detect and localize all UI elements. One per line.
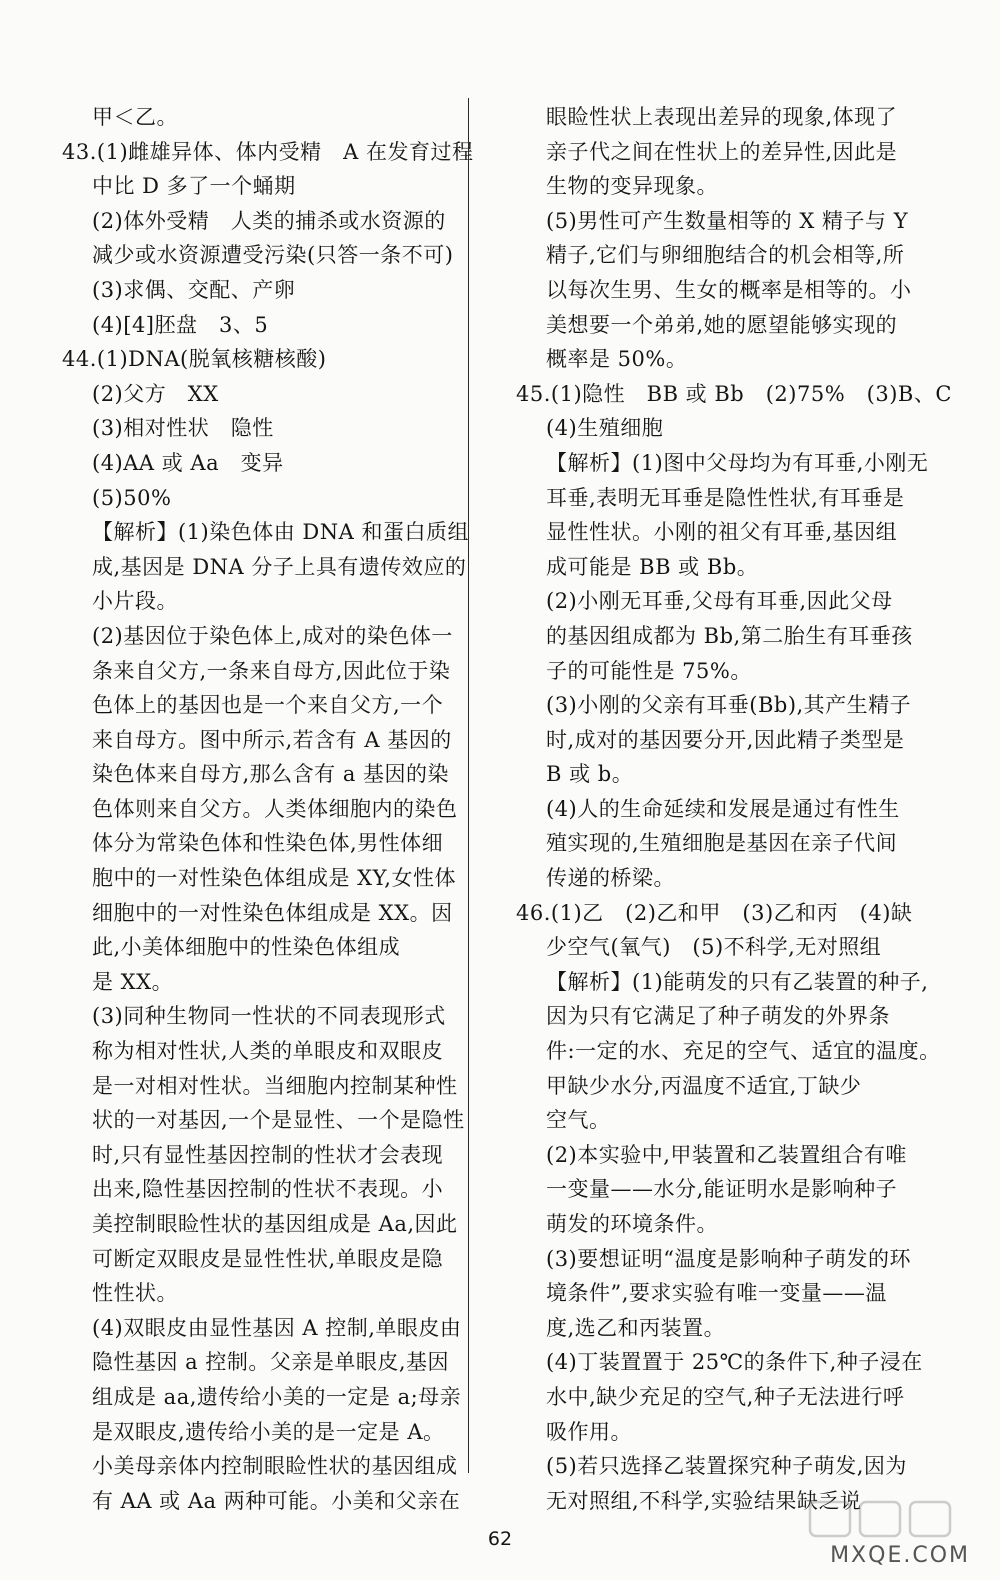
right-column-line: 美想要一个弟弟,她的愿望能够实现的: [546, 312, 898, 337]
left-column-line: (3)相对性状 隐性: [92, 416, 274, 441]
right-column-line: (4)丁装置置于 25℃的条件下,种子浸在: [546, 1350, 923, 1375]
right-column-line: 成可能是 BB 或 Bb。: [546, 554, 759, 579]
right-column-line: 以每次生男、生女的概率是相等的。小: [546, 277, 912, 302]
right-column-line: B 或 b。: [546, 762, 634, 787]
right-column-line: 一变量——水分,能证明水是影响种子: [546, 1177, 898, 1202]
left-column-line: (4)[4]胚盘 3、5: [92, 312, 269, 337]
right-column-line: 【解析】(1)图中父母均为有耳垂,小刚无: [546, 450, 929, 475]
left-column-line: 中比 D 多了一个蛹期: [92, 174, 296, 199]
left-column-line: 状的一对基因,一个是显性、一个是隐性: [92, 1108, 465, 1133]
left-column-line: 是双眼皮,遗传给小美的是一定是 A。: [92, 1419, 445, 1444]
left-column-line: 美控制眼睑性状的基因组成是 Aa,因此: [92, 1212, 458, 1236]
left-column-line: (5)50%: [92, 485, 172, 510]
left-column-line: 色体则来自父方。人类体细胞内的染色: [92, 796, 458, 821]
right-column-line: 吸作用。: [546, 1419, 632, 1444]
left-column-line: 甲＜乙。: [92, 105, 178, 129]
left-column-line: 减少或水资源遭受污染(只答一条不可): [92, 243, 454, 268]
right-column-line: 度,选乙和丙装置。: [546, 1315, 726, 1340]
left-column-line: 有 AA 或 Aa 两种可能。小美和父亲在: [92, 1488, 461, 1513]
right-column-line: (4)人的生命延续和发展是通过有性生: [546, 796, 900, 821]
left-column-line: (2)体外受精 人类的捕杀或水资源的: [92, 208, 446, 233]
page-number: 62: [487, 1528, 513, 1550]
right-column-line: (2)小刚无耳垂,父母有耳垂,因此父母: [546, 589, 893, 614]
left-column-line: (2)父方 XX: [92, 381, 219, 406]
left-column-line: 体分为常染色体和性染色体,男性体细: [92, 831, 444, 856]
left-column-line: 时,只有显性基因控制的性状才会表现: [92, 1142, 444, 1167]
watermark-text: MXQE.COM: [830, 1543, 970, 1568]
column-divider: [468, 98, 469, 1473]
left-column-line: 是 XX。: [92, 969, 174, 994]
right-column-line: 子的可能性是 75%。: [546, 658, 752, 683]
right-column-line: 境条件”,要求实验有唯一变量——温: [546, 1281, 887, 1306]
right-column-line: 萌发的环境条件。: [546, 1212, 718, 1236]
right-column-line: 因为只有它满足了种子萌发的外界条: [546, 1004, 890, 1029]
left-column-line: 小美母亲体内控制眼睑性状的基因组成: [92, 1454, 458, 1479]
right-column-line: (5)若只选择乙装置探究种子萌发,因为: [546, 1454, 907, 1479]
right-column: [516, 100, 952, 1518]
left-column-line: (4)AA 或 Aa 变异: [92, 450, 284, 475]
right-column-line: 46.(1)乙 (2)乙和甲 (3)乙和丙 (4)缺: [516, 900, 913, 925]
left-column-line: 此,小美体细胞中的性染色体组成: [92, 935, 401, 960]
right-column-line: (2)本实验中,甲装置和乙装置组合有唯: [546, 1142, 907, 1167]
right-column-line: 【解析】(1)能萌发的只有乙装置的种子,: [546, 969, 929, 994]
left-column-line: (3)求偶、交配、产卵: [92, 277, 296, 302]
left-column-line: 小片段。: [92, 589, 178, 614]
right-column-line: 精子,它们与卵细胞结合的机会相等,所: [546, 243, 905, 268]
right-column-line: 的基因组成都为 Bb,第二胎生有耳垂孩: [546, 623, 913, 648]
right-column-line: 耳垂,表明无耳垂是隐性性状,有耳垂是: [546, 485, 905, 510]
right-column-line: 显性性状。小刚的祖父有耳垂,基因组: [546, 520, 898, 545]
right-column-line: 水中,缺少充足的空气,种子无法进行呼: [546, 1384, 905, 1409]
right-column-line: 件:一定的水、充足的空气、适宜的温度。: [546, 1039, 941, 1064]
left-column-line: 44.(1)DNA(脱氧核糖核酸): [62, 347, 327, 372]
left-column-line: (2)基因位于染色体上,成对的染色体一: [92, 623, 453, 648]
right-column-line: 空气。: [546, 1108, 611, 1133]
left-column-line: 出来,隐性基因控制的性状不表现。小: [92, 1177, 444, 1202]
left-column-line: 可断定双眼皮是显性性状,单眼皮是隐: [92, 1246, 444, 1271]
left-column-line: 性性状。: [92, 1281, 178, 1306]
right-column-line: (4)生殖细胞: [546, 416, 664, 441]
right-column-line: 传递的桥梁。: [546, 866, 675, 891]
left-column-line: 细胞中的一对性染色体组成是 XX。因: [92, 900, 453, 925]
left-column-line: (3)同种生物同一性状的不同表现形式: [92, 1004, 446, 1029]
right-column-line: 少空气(氧气) (5)不科学,无对照组: [546, 935, 882, 960]
left-column-line: (4)双眼皮由显性基因 A 控制,单眼皮由: [92, 1315, 462, 1340]
right-column-line: 甲缺少水分,丙温度不适宜,丁缺少: [546, 1073, 862, 1098]
right-column-line: 生物的变异现象。: [546, 174, 718, 199]
right-column-line: 概率是 50%。: [546, 347, 688, 372]
right-column-line: 眼睑性状上表现出差异的现象,体现了: [546, 105, 898, 129]
left-column-line: 染色体来自母方,那么含有 a 基因的染: [92, 762, 450, 787]
left-column: [62, 100, 474, 1518]
right-column-line: 时,成对的基因要分开,因此精子类型是: [546, 727, 905, 752]
left-column-line: 是一对相对性状。当细胞内控制某种性: [92, 1073, 458, 1098]
right-column-line: 殖实现的,生殖细胞是基因在亲子代间: [546, 831, 898, 856]
right-column-line: 亲子代之间在性状上的差异性,因此是: [546, 139, 898, 164]
left-column-line: 43.(1)雌雄异体、体内受精 A 在发育过程: [62, 139, 474, 164]
left-column-line: 胞中的一对性染色体组成是 XY,女性体: [92, 866, 456, 891]
right-column-line: (3)小刚的父亲有耳垂(Bb),其产生精子: [546, 693, 912, 718]
right-column-line: 无对照组,不科学,实验结果缺乏说: [546, 1488, 862, 1513]
right-column-line: (3)要想证明“温度是影响种子萌发的环: [546, 1246, 911, 1271]
left-column-line: 色体上的基因也是一个来自父方,一个: [92, 693, 444, 718]
left-column-line: 隐性基因 a 控制。父亲是单眼皮,基因: [92, 1350, 450, 1375]
left-column-line: 来自母方。图中所示,若含有 A 基因的: [92, 727, 452, 752]
left-column-line: 称为相对性状,人类的单眼皮和双眼皮: [92, 1039, 444, 1064]
left-column-line: 【解析】(1)染色体由 DNA 和蛋白质组: [92, 520, 469, 545]
right-column-line: 45.(1)隐性 BB 或 Bb (2)75% (3)B、C: [516, 381, 952, 406]
left-column-line: 成,基因是 DNA 分子上具有遗传效应的: [92, 554, 467, 579]
left-column-line: 组成是 aa,遗传给小美的一定是 a;母亲: [92, 1384, 462, 1409]
left-column-line: 条来自父方,一条来自母方,因此位于染: [92, 658, 451, 683]
right-column-line: (5)男性可产生数量相等的 X 精子与 Y: [546, 208, 909, 233]
